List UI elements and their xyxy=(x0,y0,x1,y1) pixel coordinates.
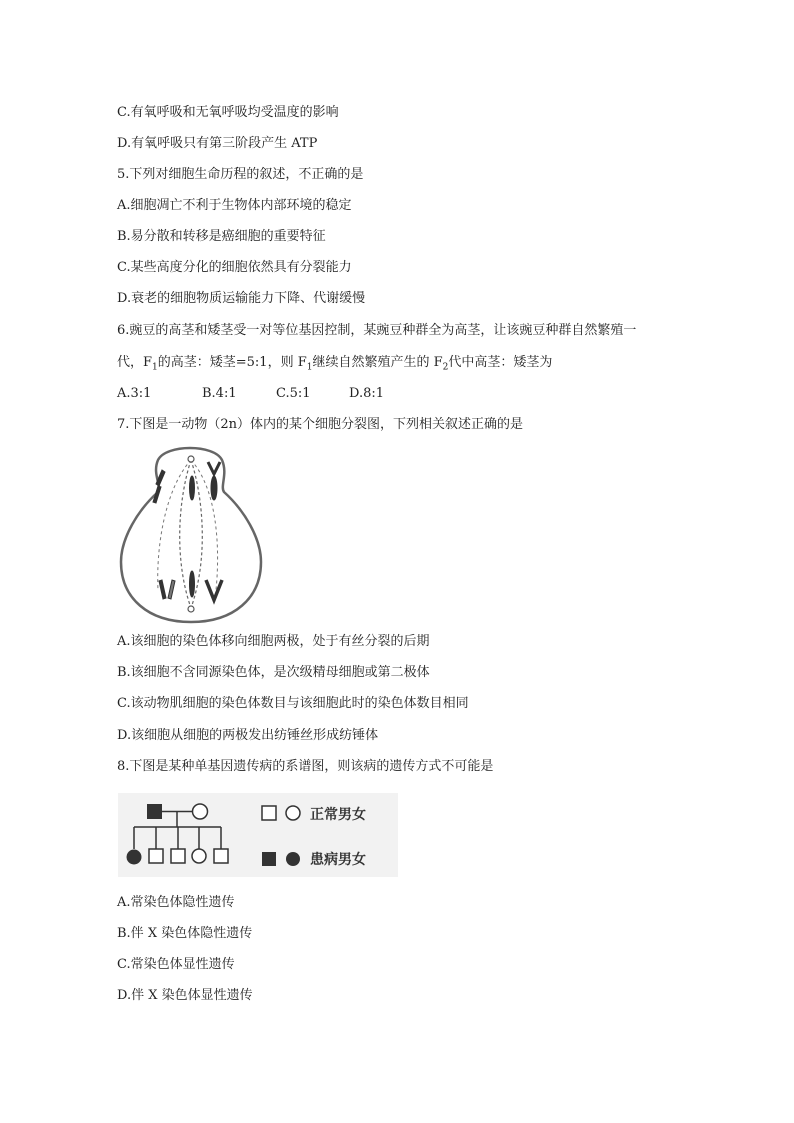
legend-affected-label: 患病男女 xyxy=(310,852,366,868)
q5-option-a: A.细胞凋亡不利于生物体内部环境的稳定 xyxy=(117,198,352,213)
q7-option-c: C.该动物肌细胞的染色体数目与该细胞此时的染色体数目相同 xyxy=(117,696,469,711)
affected-father xyxy=(147,804,162,819)
lower-chromosomes xyxy=(159,571,222,600)
pedigree-figure xyxy=(118,793,398,877)
normal-son xyxy=(149,849,163,863)
q6-options xyxy=(117,386,384,402)
q5-option-c: C.某些高度分化的细胞依然具有分裂能力 xyxy=(117,260,352,275)
q6-text-a: 代，F xyxy=(117,355,153,370)
q6-option-b: B.4:1 xyxy=(202,386,237,401)
q4-option-d: D.有氧呼吸只有第三阶段产生 ATP xyxy=(117,136,318,151)
centrosome-top xyxy=(188,456,194,462)
q5-option-b: B.易分散和转移是癌细胞的重要特征 xyxy=(117,229,326,244)
q8-option-d: D.伴 X 染色体显性遗传 xyxy=(117,988,253,1003)
q8-option-b: B.伴 X 染色体隐性遗传 xyxy=(117,926,253,941)
legend-affected-female-icon xyxy=(286,852,300,866)
q8-stem: 8.下图是某种单基因遗传病的系谱图，则该病的遗传方式不可能是 xyxy=(117,759,494,774)
q7-option-b: B.该细胞不含同源染色体，是次级精母细胞或第二极体 xyxy=(117,665,430,680)
q7-option-a: A.该细胞的染色体移向细胞两极，处于有丝分裂的后期 xyxy=(117,634,430,649)
q6-option-a: A.3:1 xyxy=(117,386,152,401)
q6-option-c: C.5:1 xyxy=(276,386,311,401)
q6-text-b: 的高茎：矮茎=5:1，则 F xyxy=(157,355,307,370)
normal-son xyxy=(214,849,228,863)
subscript: 1 xyxy=(152,362,158,373)
normal-mother xyxy=(193,804,208,819)
q7-stem: 7.下图是一动物（2n）体内的某个细胞分裂图，下列相关叙述正确的是 xyxy=(117,417,524,432)
q8-option-c: C.常染色体显性遗传 xyxy=(117,957,235,972)
upper-chromosomes xyxy=(153,462,220,503)
legend-affected-male-icon xyxy=(262,852,276,866)
normal-daughter xyxy=(192,849,206,863)
legend-normal-female-icon xyxy=(286,806,300,820)
affected-daughter xyxy=(127,850,142,865)
q4-option-c: C.有氧呼吸和无氧呼吸均受温度的影响 xyxy=(117,105,339,120)
q6-text-d: 代中高茎：矮茎为 xyxy=(448,355,553,370)
centrosome-bottom xyxy=(188,606,194,612)
q8-option-a: A.常染色体隐性遗传 xyxy=(117,895,235,910)
spindle-fiber xyxy=(158,460,191,590)
normal-son xyxy=(171,849,185,863)
q6-stem-line2 xyxy=(117,355,552,371)
q5-stem: 5.下列对细胞生命历程的叙述，不正确的是 xyxy=(117,167,364,182)
legend-normal-label: 正常男女 xyxy=(310,807,366,823)
subscript: 2 xyxy=(442,362,449,373)
legend-normal-male-icon xyxy=(262,806,276,820)
cell-division-figure xyxy=(116,440,266,625)
q6-stem-line1: 6.豌豆的高茎和矮茎受一对等位基因控制，某豌豆种群全为高茎，让该豌豆种群自然繁殖一 xyxy=(117,323,637,338)
q6-option-d: D.8:1 xyxy=(349,386,385,401)
q7-option-d: D.该细胞从细胞的两极发出纺锤丝形成纺锤体 xyxy=(117,728,379,743)
subscript: 1 xyxy=(306,362,313,373)
q6-text-c: 继续自然繁殖产生的 F xyxy=(312,355,443,370)
q5-option-d: D.衰老的细胞物质运输能力下降、代谢缓慢 xyxy=(117,291,366,306)
